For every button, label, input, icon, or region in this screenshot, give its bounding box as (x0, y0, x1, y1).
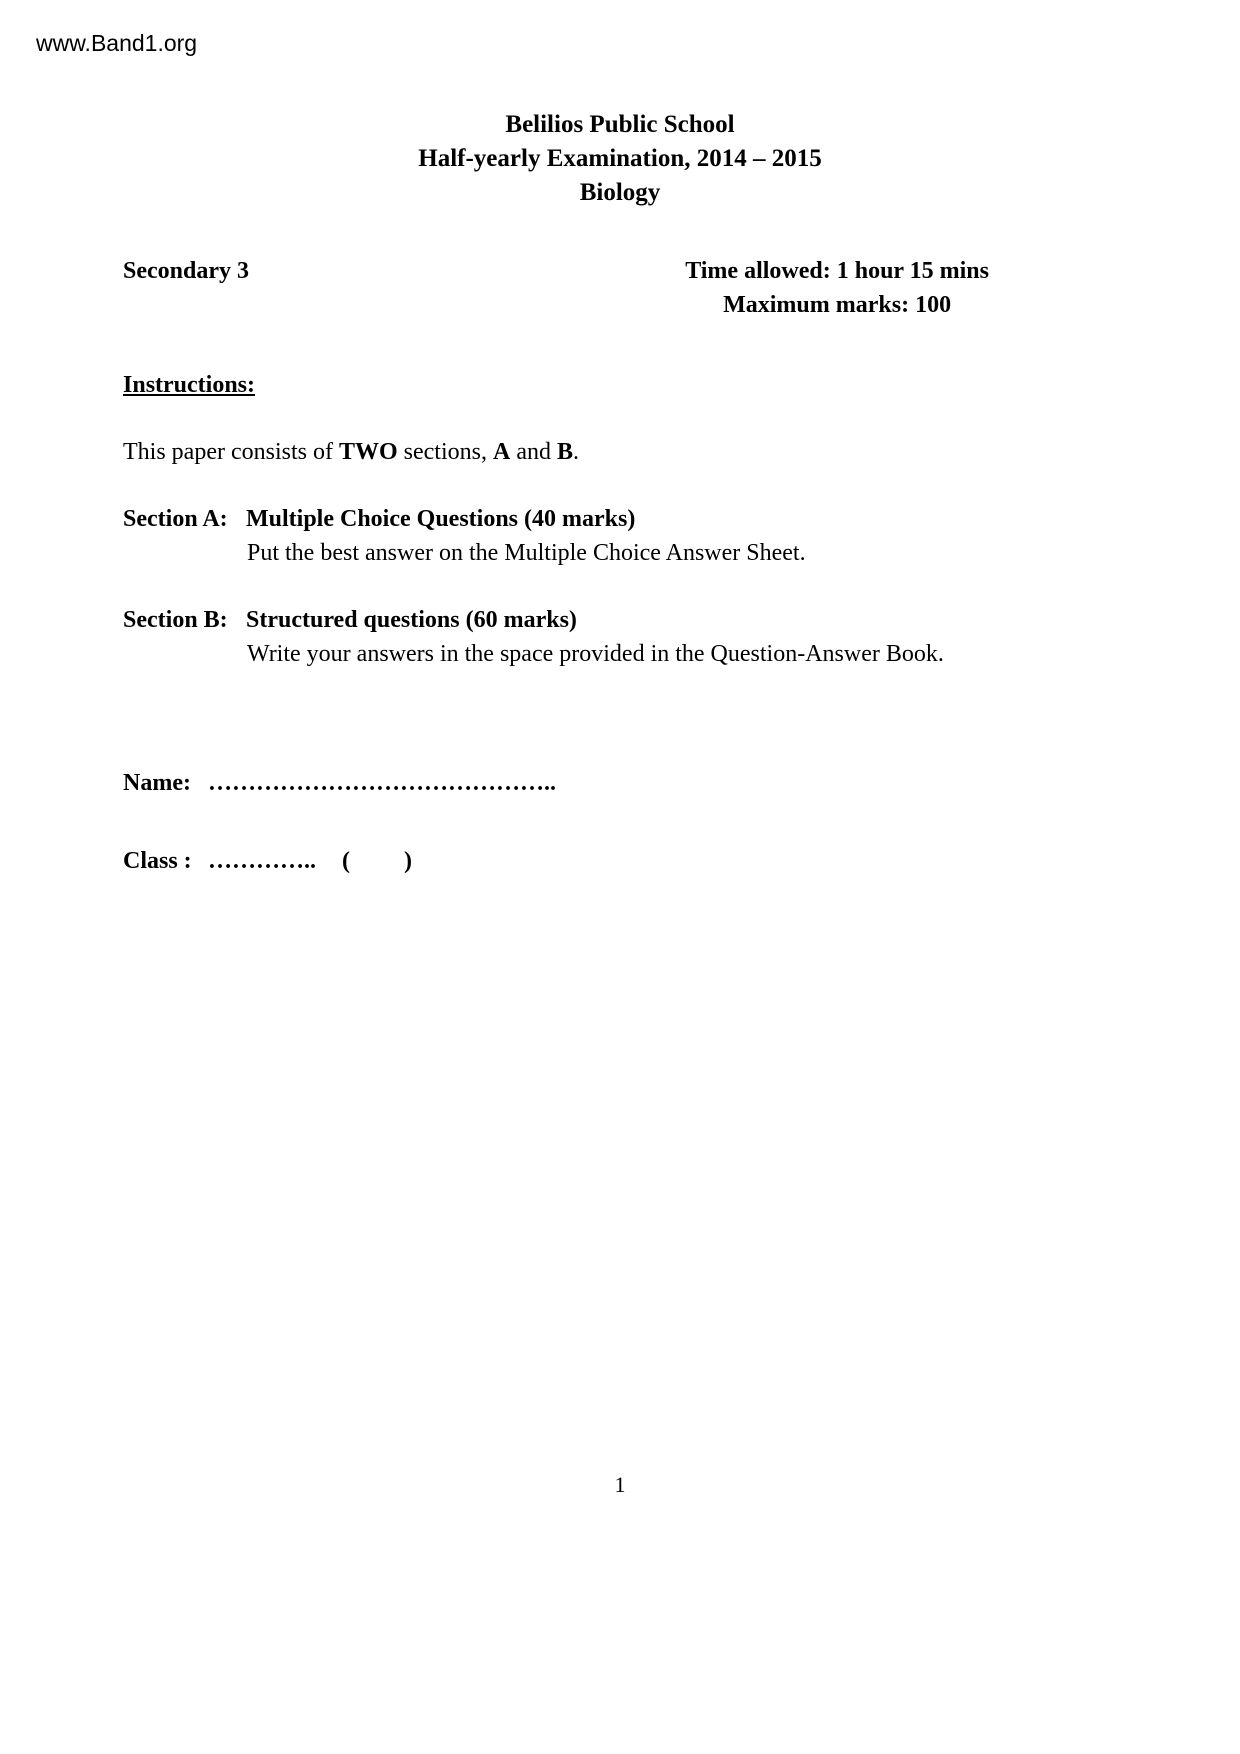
title-block (123, 108, 1117, 210)
meta-row (123, 254, 1117, 322)
intro-part3: and (510, 439, 557, 465)
instructions-heading: Instructions: (123, 372, 256, 398)
section-a-label: Section A: (123, 506, 228, 532)
name-dots-line: …………………………………….. (208, 770, 556, 796)
class-label: Class : (123, 848, 192, 874)
section-a-detail: Put the best answer on the Multiple Choice Answer Sheet. (247, 540, 806, 566)
intro-part4: . (573, 439, 579, 465)
intro-bold-b: B (556, 439, 573, 465)
class-level: Secondary 3 (123, 258, 249, 284)
intro-line (123, 435, 1117, 469)
subject-title: Biology (579, 179, 661, 206)
section-b-title: Structured questions (60 marks) (246, 607, 577, 633)
exam-title: Half-yearly Examination, 2014 – 2015 (418, 145, 822, 172)
name-row (123, 766, 1117, 800)
school-name: Belilios Public School (505, 111, 735, 138)
section-a-row (123, 502, 1117, 536)
time-allowed: Time allowed: 1 hour 15 mins (685, 258, 989, 284)
intro-bold-two: TWO (338, 439, 398, 465)
max-marks: Maximum marks: 100 (723, 292, 952, 318)
class-row (123, 844, 1117, 878)
class-paren-open: ( (342, 848, 350, 874)
site-watermark: www.Band1.org (36, 30, 198, 56)
section-a-title: Multiple Choice Questions (40 marks) (246, 506, 636, 532)
page-content (123, 108, 1117, 878)
class-paren-close: ) (404, 848, 412, 874)
intro-bold-a: A (492, 439, 511, 465)
intro-part2: sections, (397, 439, 493, 465)
name-label: Name: (123, 770, 191, 796)
section-b-detail: Write your answers in the space provided in the Question-Answer Book. (247, 641, 944, 667)
intro-part1: This paper consists of (123, 439, 339, 465)
page-number: 1 (614, 1472, 626, 1497)
class-dots-line: ………….. (208, 848, 316, 874)
meta-right-block (685, 254, 989, 322)
section-b-label: Section B: (123, 607, 228, 633)
section-b-row (123, 603, 1117, 637)
